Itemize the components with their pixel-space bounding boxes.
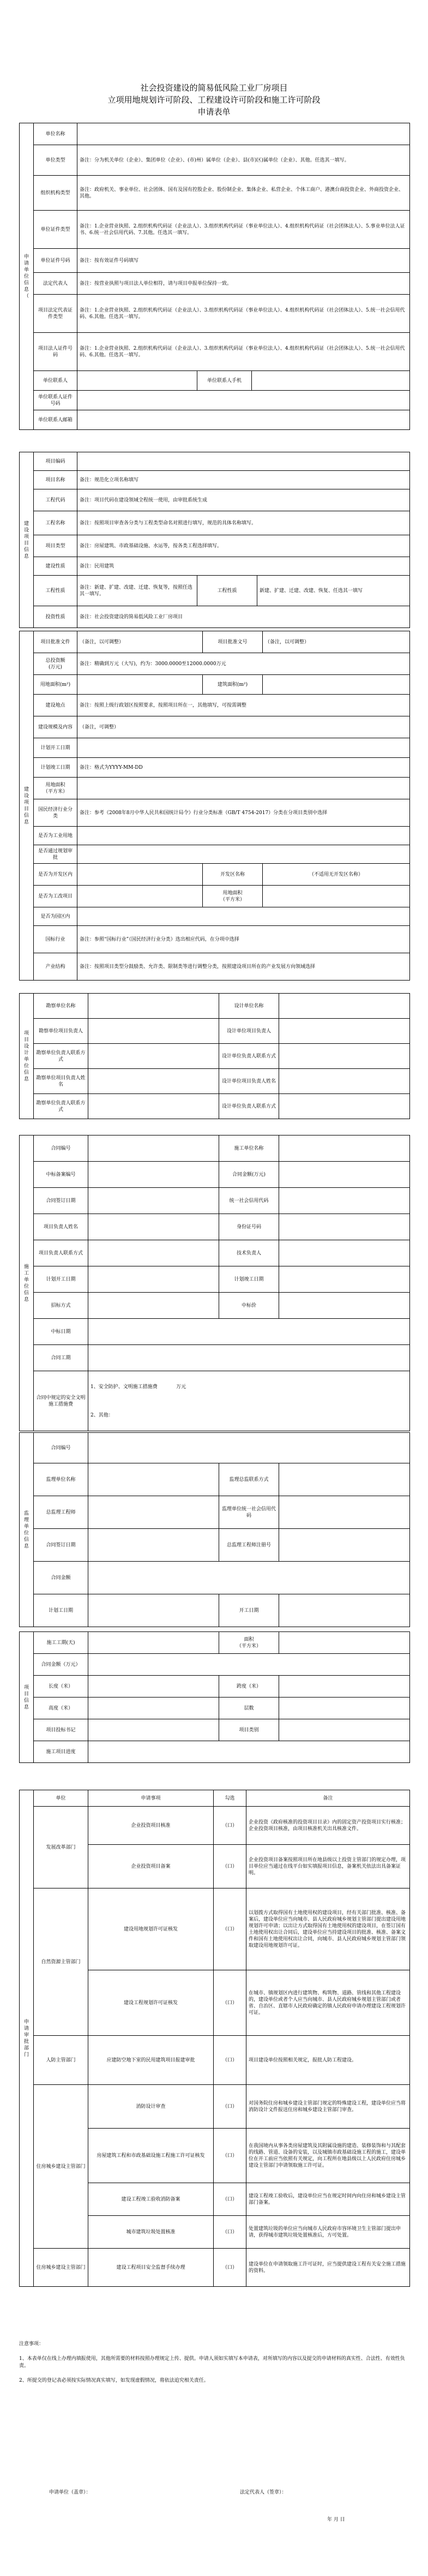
flag2-sub-label: 用地面积 (222, 890, 243, 896)
supervision-table (19, 1432, 410, 1627)
land-nature-note[interactable]: 备注：参考《2008年8月中华人民共和国统计局令》行业分类标准（GB/T 4754-2017）分类在分项目类别中选择 (77, 799, 410, 827)
contract-amount-field[interactable] (279, 1162, 410, 1188)
sup-director-field[interactable] (88, 1496, 219, 1529)
survey-unit-field[interactable] (88, 994, 219, 1019)
sup-amount-field[interactable] (88, 1562, 410, 1594)
building-area-field[interactable] (263, 675, 410, 695)
bid-amount-field[interactable] (279, 1293, 410, 1319)
design-head-label: 设计单位项目负责人 (219, 1019, 279, 1044)
header-check: 勾选 (214, 1790, 246, 1807)
length-field[interactable] (88, 1676, 219, 1698)
plan-finish-label: 计划竣工日期 (219, 1266, 279, 1293)
construction-table (19, 1135, 410, 1431)
group-unit-3: 人防主管部门 (34, 2036, 88, 2085)
project-code-field[interactable] (77, 452, 410, 471)
sup-start-label: 合同签订日期 (34, 1529, 88, 1562)
use-nature-note[interactable]: 备注：民用建筑 (77, 557, 410, 576)
safety-fee-label: 合同中规定的安全文明施工措施费 (34, 1371, 88, 1431)
land-area-field[interactable] (77, 778, 410, 799)
survey-unit-label: 勘察单位名称 (34, 994, 88, 1019)
item-note: 企业投资《政府核准的投资项目目录》内的固定资产投资项目实行核准；企业投资项目核准，由项目核准机关出具核准文件。 (246, 1807, 410, 1845)
env-type-label: 国标行业 (34, 926, 77, 953)
contract-name-label: 施工单位名称 (219, 1135, 279, 1162)
design-legal-field[interactable] (279, 1069, 410, 1094)
legal-doc-type-label: 项目法定代表证件类型 (34, 295, 77, 333)
sup-contract-no-field[interactable] (88, 1433, 410, 1463)
description-label: 建设规模及内容 (34, 716, 77, 738)
project-type-note[interactable]: 备注：房屋建筑、市政基础设施、水运等，按各类工程选择填写。 (77, 535, 410, 557)
applicant-table (19, 123, 410, 430)
bid-date-label: 中标日期 (34, 1319, 88, 1345)
total-invest-unit: (万元) (48, 664, 63, 670)
tech-head-field[interactable] (88, 1240, 219, 1266)
project-section-label: 建设项目信息 (20, 452, 34, 628)
design-person-field[interactable] (279, 1044, 410, 1069)
span-label: 跨度（米） (219, 1676, 279, 1698)
item-note: 对国务院住房和城乡建设主管部门规定的特殊建设工程，建设单位应当将消防设计文件报送住房和城乡建设主管部门审查。 (246, 2085, 410, 2129)
sup-credit-code-field[interactable] (279, 1496, 410, 1529)
area-unit: （平方米） (236, 1643, 261, 1649)
form-title-line3: 申请表单 (197, 107, 231, 117)
mat-bid-amount-field[interactable] (279, 1719, 410, 1741)
area-field[interactable] (279, 1632, 410, 1654)
notes-heading: 注意事项： (19, 2341, 44, 2347)
item-note: 以划拨方式取得国有土地使用权的建设项目，经有关部门批准、核准、备案后，建设单位应当向城市、县人民政府城乡规划主管部门提出建设用地规划许可申请；以出让方式取得国有土地使用权的建设项目，在签订国有土地使用权出让合同后，建设单位应当持建设项目的批准、核准、备案文件和国有土地使用权出让合同，向城市、县人民政府城乡规划主管部门领取建设用地规划许可证。 (246, 1888, 410, 1970)
layers-label: 层数 (219, 1698, 279, 1719)
sup-credit-code-label: 监理单位统一社会信用代码 (219, 1496, 279, 1529)
area-label: 面积 (244, 1636, 254, 1642)
contact-phone-label: 单位联系人手机 (197, 371, 252, 391)
plan-date-field[interactable] (77, 738, 410, 758)
floor-area-field[interactable] (77, 675, 203, 695)
survey-legal-label: 勘察单位项目负责人姓名 (34, 1069, 88, 1094)
height-label: 高度（米） (34, 1698, 88, 1719)
extra-label: 施工项目进度 (34, 1741, 88, 1763)
project-code-label: 项目编码 (34, 452, 77, 471)
measures-table (19, 1631, 410, 1763)
plan-end-note[interactable]: 备注：格式为YYYY-MM-DD (77, 758, 410, 778)
unit-name-field[interactable] (77, 123, 410, 145)
land-right-label: 是否为工业用地 (34, 827, 77, 845)
plan-start-label: 计划开工日期 (34, 1266, 88, 1293)
item-note: 在城市、镇规划区内进行建筑物、构筑物、道路、管线和其他工程建设的，建设单位或者个人应当向城市、县人民政府城乡规划主管部门或者省、自治区、直辖市人民政府确定的镇人民政府申请办理建设工程规划许可证。 (246, 1970, 410, 2036)
safety-fee-text: 1、安全防护、文明施工措施费 (91, 1384, 158, 1390)
contract-sign-label: 合同签订日期 (34, 1188, 88, 1214)
engineering-code-note[interactable]: 备注：项目代码在建设领域全程统一使用，由审批系统生成 (77, 489, 410, 511)
item-checkbox[interactable]: （口） (214, 2216, 246, 2249)
bid-method-label: 招标方式 (34, 1293, 88, 1319)
design-contact-label: 设计单位负责人联系方式 (219, 1094, 279, 1119)
sup-amount-label: 合同金额 (34, 1562, 88, 1594)
header-note: 备注 (246, 1790, 410, 1807)
sign-person: 法定代表人（签章）： (240, 2490, 287, 2495)
design-person-label: 设计单位负责人联系方式 (219, 1044, 279, 1069)
total-invest-text: 总投资额 (45, 658, 65, 664)
item-checkbox[interactable]: （口） (214, 1845, 246, 1888)
sup-plan-end-field[interactable] (279, 1594, 410, 1627)
bid-no-label: 中标备案编号 (34, 1162, 88, 1188)
flag2-label: 是否为工改项目 (34, 886, 77, 907)
engineering-code-label: 工程代码 (34, 489, 77, 511)
construction-nature-note[interactable]: 备注：新建、扩建、改建、迁建、恢复等，按照任选其一填写。 (77, 576, 197, 606)
sup-plan-start-label: 计划工日期 (34, 1594, 88, 1627)
building-area-unit: (m²) (237, 682, 248, 688)
legal-rep-note[interactable]: 备注：按营业执照与项目法人单位相符，请与项目申报单位保持一致。 (77, 273, 410, 295)
design-table (19, 993, 410, 1119)
contract-no-label: 合同编号 (34, 1135, 88, 1162)
gov-invest-label: 投资性质 (34, 606, 77, 628)
tech-head-label: 项目负责人联系方式 (34, 1240, 88, 1266)
construction-nature-label: 工程性质 (34, 576, 77, 606)
land-nature-label: 国民经济行业分类 (34, 799, 77, 827)
floor-area-unit: (m²) (59, 682, 71, 688)
safety-fee-line1 (91, 1384, 407, 1390)
survey-person-label: 勘察单位负责人联系方式 (34, 1044, 88, 1069)
flag1-label: 是否为开发区内 (34, 864, 77, 886)
org-type-note[interactable]: 备注：政府机关、事业单位、社会团体、国有及国有控股企业、股份制企业、集体企业、私营企业、个体工商户、港澳台商投资企业、外商投资企业、其他。 (77, 176, 410, 211)
period-field[interactable] (88, 1632, 219, 1654)
sup-director-label: 总监理工程师 (34, 1496, 88, 1529)
legal-doc-type-note[interactable]: 备注：1.企业营业执照、2.组织机构代码证（企业法人）、3.组织机构代码证（事业单位法人）、4.组织机构代码证（社会团体法人）、5.统一社会信用代码、6.其他。任选其一填写。 (77, 295, 410, 333)
legal-rep-label: 法定代表人 (34, 273, 77, 295)
sup-plan-start-field[interactable] (88, 1594, 219, 1627)
item-checkbox[interactable]: （口） (214, 2036, 246, 2085)
land-area-unit: （平方米） (43, 788, 68, 794)
id-number-note[interactable]: 备注：按有效证件号码填写 (77, 249, 410, 273)
construction-section-label: 施工单位信息 (20, 1135, 34, 1431)
item-note: 企业投资项目备案按照项目所在地县级以上投资主管部门的规定办理，项目单位应当通过在线平台如实填报项目信息，备案机关依法出具备案证明。 (246, 1845, 410, 1888)
bid-no-field[interactable] (88, 1162, 219, 1188)
manager-id-label: 身份证号码 (219, 1214, 279, 1240)
unit-email-label: 单位联系人邮箱 (34, 410, 77, 430)
item-name: 房屋建筑工程和市政基础设施工程施工许可证核发 (88, 2129, 214, 2183)
project-name-label: 项目名称 (34, 471, 77, 489)
gov-invest-note[interactable]: 备注：社会投资建设的简易低风险工业厂房项目 (77, 606, 410, 628)
group-unit-4: 住房城乡建设主管部门 (34, 2085, 88, 2249)
item-checkbox[interactable]: （口） (214, 1970, 246, 2036)
safety-fee-line2[interactable]: 2、其他： (91, 1412, 113, 1418)
survey-contact-label: 勘察单位负责人联系方式 (34, 1094, 88, 1119)
item-checkbox[interactable]: （口） (214, 2183, 246, 2216)
total-invest-label (34, 653, 77, 675)
checklist-table (19, 1790, 410, 2287)
industry-label: 产业结构 (34, 953, 77, 981)
item-name: 建设工程竣工验收消防备案 (88, 2183, 214, 2216)
project-table (19, 452, 410, 628)
flag2-value[interactable] (263, 886, 410, 907)
project-type-label: 项目类型 (34, 535, 77, 557)
sup-credit-no-label: 总监理工程师注册号 (219, 1529, 279, 1562)
tech-phone-label: 技术负责人 (219, 1240, 279, 1266)
sup-director-phone-label: 监理总监联系方式 (219, 1463, 279, 1496)
contact-id-field[interactable] (77, 391, 410, 410)
tech-phone-field[interactable] (279, 1240, 410, 1266)
height-field[interactable] (88, 1698, 219, 1719)
item-checkbox[interactable]: （口） (214, 1807, 246, 1845)
industry-note[interactable]: 备注：按照项目类型分鼓励类、允许类、限制类等进行调整分类，按照建设项目所在的产业发展方向领域选择 (77, 953, 410, 981)
period-label: 施工工期(天) (34, 1632, 88, 1654)
construction-nature-sub-label: 工程性质 (197, 576, 257, 606)
mat-amount-label: 合同金额（万元） (34, 1654, 88, 1676)
bid-date-field[interactable] (88, 1319, 410, 1345)
floor-area-label: 用地面积 (40, 682, 60, 688)
item-checkbox[interactable]: （口） (214, 2085, 246, 2129)
land-right-field[interactable] (77, 827, 410, 845)
manager-id-field[interactable] (279, 1214, 410, 1240)
survey-head-label: 勘察单位项目负责人 (34, 1019, 88, 1044)
org-type-label: 组织机构类型 (34, 176, 77, 211)
survey-contact-field[interactable] (88, 1094, 219, 1119)
design-section-label: 项目设计单位信息 (20, 994, 34, 1119)
contract-name-field[interactable] (279, 1135, 410, 1162)
survey-person-field[interactable] (88, 1044, 219, 1069)
total-invest-note[interactable]: 备注：精确到万元（大写)，约为：3000.0000至12000.0000万元 (77, 653, 410, 675)
sup-unit-name-label: 监理单位名称 (34, 1463, 88, 1496)
group-unit-1: 发展改革部门 (34, 1807, 88, 1888)
sup-plan-end-label: 开工日期 (219, 1594, 279, 1627)
id-number-label: 单位证件号码 (34, 249, 77, 273)
unit-email-field[interactable] (77, 410, 410, 430)
project-name-note[interactable]: 备注：规范化立项名称填写 (77, 471, 410, 489)
bid-status-label: 项目投标书记 (34, 1719, 88, 1741)
design-legal-label: 设计单位项目负责人姓名 (219, 1069, 279, 1094)
description-field[interactable]: （备注，可调整） (77, 716, 410, 738)
flag2-field[interactable] (77, 886, 203, 907)
bid-amount-label: 中标价 (219, 1293, 279, 1319)
manager-name-field[interactable] (88, 1214, 219, 1240)
survey-legal-field[interactable] (88, 1069, 219, 1094)
env-type-note[interactable]: 备注：参照“国标行业”（国民经济行业分类）选出相应代码，在分项中选择 (77, 926, 410, 953)
contract-no-field[interactable] (88, 1135, 219, 1162)
item-name: 建设工程规划许可证核发 (88, 1970, 214, 2036)
contact-label: 单位联系人 (34, 371, 77, 391)
sign-unit: 申请单位（盖章）： (49, 2490, 91, 2495)
length-label: 长度（米） (34, 1676, 88, 1698)
design-contact-field[interactable] (279, 1094, 410, 1119)
sign-date: 年 月 日 (327, 2517, 345, 2523)
credit-code-field[interactable] (279, 1188, 410, 1214)
legal-doc-no-note[interactable]: 备注：1.企业营业执照、2.组织机构代码证（企业法人）、3.组织机构代码证（事业单位法人）、4.组织机构代码证（社会团体法人）、5.统一社会信用代码、6.其他。任选其一填写。 (77, 333, 410, 371)
approval-basis-label: 项目批准文件 (34, 631, 77, 653)
item-note: 在我国境内从事各类房屋建筑及其附属设施的建造、装修装饰和与其配套的线路、管道、设备的安装，以及城镇市政基础设施工程的施工，建设单位在开工前应当依照有关规定，向工程所在地县级以上人民政府住房城乡建设主管部门申请领取施工许可证。 (246, 2129, 410, 2183)
credit-code-label: 统一社会信用代码 (219, 1188, 279, 1214)
legal-doc-no-label: 项目法人证件号码 (34, 333, 77, 371)
flag3-field[interactable] (77, 907, 410, 926)
bid-status-field[interactable] (88, 1719, 219, 1741)
survey-head-field[interactable] (88, 1019, 219, 1044)
form-title-line1: 社会投资建设的简易低风险工业厂房项目 (140, 83, 288, 93)
unit-type-label: 单位类型 (34, 145, 77, 176)
approval-basis-field[interactable]: （备注，以可调整） (77, 631, 203, 653)
address-label: 建设地点 (34, 695, 77, 716)
header-unit: 单位 (34, 1790, 88, 1807)
contract-amount-label: 合同金额(万元) (219, 1162, 279, 1188)
note-2: 2、所提交的登记表必须按实际情况真实填写，如发现虚假情况，将依法追究相关责任。 (19, 2378, 209, 2383)
address-note[interactable]: 备注：按照上级行政划区按照要求，按照项目所在一，其他填写，可按需调整 (77, 695, 410, 716)
group-unit-2: 自然资源主管部门 (34, 1888, 88, 2036)
engineering-name-label: 工程名称 (34, 511, 77, 535)
bid-method-field[interactable] (88, 1293, 219, 1319)
approval-status-label: 是否通过规划审批 (34, 845, 77, 864)
contact-id-label: 单位联系人证件号码 (34, 391, 77, 410)
sup-start-field[interactable] (88, 1529, 219, 1562)
manager-name-label: 项目负责人姓名 (34, 1214, 88, 1240)
sup-credit-no-field[interactable] (279, 1529, 410, 1562)
sup-contract-no-label: 合同编号 (34, 1433, 88, 1463)
sup-unit-name-field[interactable] (88, 1463, 219, 1496)
item-name: 企业投资项目核准 (88, 1807, 214, 1845)
flag3-label: 是否为园区内 (34, 907, 77, 926)
item-checkbox[interactable]: （口） (214, 1888, 246, 1970)
contract-sign-field[interactable] (88, 1188, 219, 1214)
contract-period-field[interactable] (88, 1345, 410, 1371)
contact-phone-field[interactable] (252, 371, 410, 391)
flag1-field[interactable] (77, 864, 203, 886)
unit-name-label: 单位名称 (34, 123, 77, 145)
sup-director-phone-field[interactable] (279, 1463, 410, 1496)
item-name: 建设用地规划许可证核发 (88, 1888, 214, 1970)
design-head-field[interactable] (279, 1019, 410, 1044)
span-field[interactable] (279, 1676, 410, 1698)
use-nature-label: 建设性质 (34, 557, 77, 576)
mat-amount-field[interactable] (88, 1654, 410, 1676)
supervision-section-label: 监理单位信息 (20, 1433, 34, 1627)
item-name: 企业投资项目备案 (88, 1845, 214, 1888)
extra-field[interactable] (88, 1741, 410, 1763)
item-name: 应建防空地下室的民用建筑项目报建审批 (88, 2036, 214, 2085)
flag2-sub-unit: （平方米） (220, 896, 245, 903)
mat-bid-amount-label: 项目类别 (219, 1719, 279, 1741)
project-detail-table (19, 631, 410, 981)
engineering-name-note[interactable]: 备注：按照项目审查各分类与工程类型命名对照进行填写，规范的具体名称填写。 (77, 511, 410, 535)
item-note: 处置建筑垃圾的单位应当向城市人民政府市容环境卫生主管部门提出申请，获得城市建筑垃圾处置核准后，方可处置。 (246, 2216, 410, 2249)
safety-fee-unit: 万元 (176, 1384, 186, 1390)
building-area-label: 建筑面积 (217, 682, 237, 688)
item-note: 建设单位在申请领取施工许可证时，应当提供建设工程有关安全施工措施的资料。 (246, 2249, 410, 2287)
item-note: 建设工程竣工验收后，建设单位应当在规定时间内向住房和城乡建设主管部门备案。 (246, 2183, 410, 2216)
plan-start-field[interactable] (88, 1266, 219, 1293)
plan-date-label: 计划开工日期 (34, 738, 77, 758)
note-1: 1、本表单仅在线上办理内填报使用，其他所需要的材料按照办理规定上传、提供。申请人须如实填写本申请表，对所填写的内容以及提交的申请材料的真实性、合法性、有效性负责。 (19, 2356, 405, 2369)
approval-doc-label: 项目批准文号 (203, 631, 263, 653)
id-type-note[interactable]: 备注：1.企业营业执照、2.组织机构代码证（企业法人）、3.组织机构代码证（事业单位法人）、4.组织机构代码证（社会团体法人）、5.事业单位法人证书、6.统一社会信用代码、7.其他。任选其一填写。 (77, 211, 410, 249)
contract-period-label: 合同工期 (34, 1345, 88, 1371)
project-detail-section-label: 建设项目信息 (20, 631, 34, 981)
unit-type-note[interactable]: 备注：分为机关单位（企业）、集团单位（企业）、(市)州）属单位（企业）、县(市)区)属单位（企业）、其他。任选其一填写。 (77, 145, 410, 176)
item-name: 消防设计审查 (88, 2085, 214, 2129)
checklist-section-label: 申请审批部门 (20, 1790, 34, 2287)
group-unit-5: 住房城乡建设主管部门 (34, 2249, 88, 2287)
applicant-section-label: 申请单位信息（ (20, 123, 34, 430)
design-unit-label: 设计单位名称 (219, 994, 279, 1019)
header-item: 申请事项 (88, 1790, 214, 1807)
layers-field[interactable] (279, 1698, 410, 1719)
item-name: 建设工程项目安全监督手续办理 (88, 2249, 214, 2287)
item-note: 项目建设单位按照相关规定，报批人防工程建设。 (246, 2036, 410, 2085)
contact-field[interactable] (77, 371, 197, 391)
item-name: 城市建筑垃圾处置核准 (88, 2216, 214, 2249)
land-area-label: 用地面积 (45, 782, 65, 788)
construction-nature-value[interactable]: 新建、扩建、迁建、改建、恢复、任选其一填写 (257, 576, 410, 606)
id-type-label: 单位证件类型 (34, 211, 77, 249)
item-checkbox[interactable]: （口） (214, 2249, 246, 2287)
measures-section-label: 项目信息 (20, 1632, 34, 1763)
item-checkbox[interactable]: （口） (214, 2129, 246, 2183)
design-unit-field[interactable] (279, 994, 410, 1019)
flag1-sub-label: 开发区名称 (203, 864, 263, 886)
flag1-value[interactable]: （不适用无开发区名称） (263, 864, 410, 886)
plan-finish-field[interactable] (279, 1266, 410, 1293)
approval-doc-field[interactable]: （备注，以可调整） (263, 631, 410, 653)
approval-status-field[interactable] (77, 845, 410, 864)
plan-end-label: 计划竣工日期 (34, 758, 77, 778)
form-title-line2: 立项用地规划许可阶段、工程建设许可阶段和施工许可阶段 (107, 95, 321, 105)
